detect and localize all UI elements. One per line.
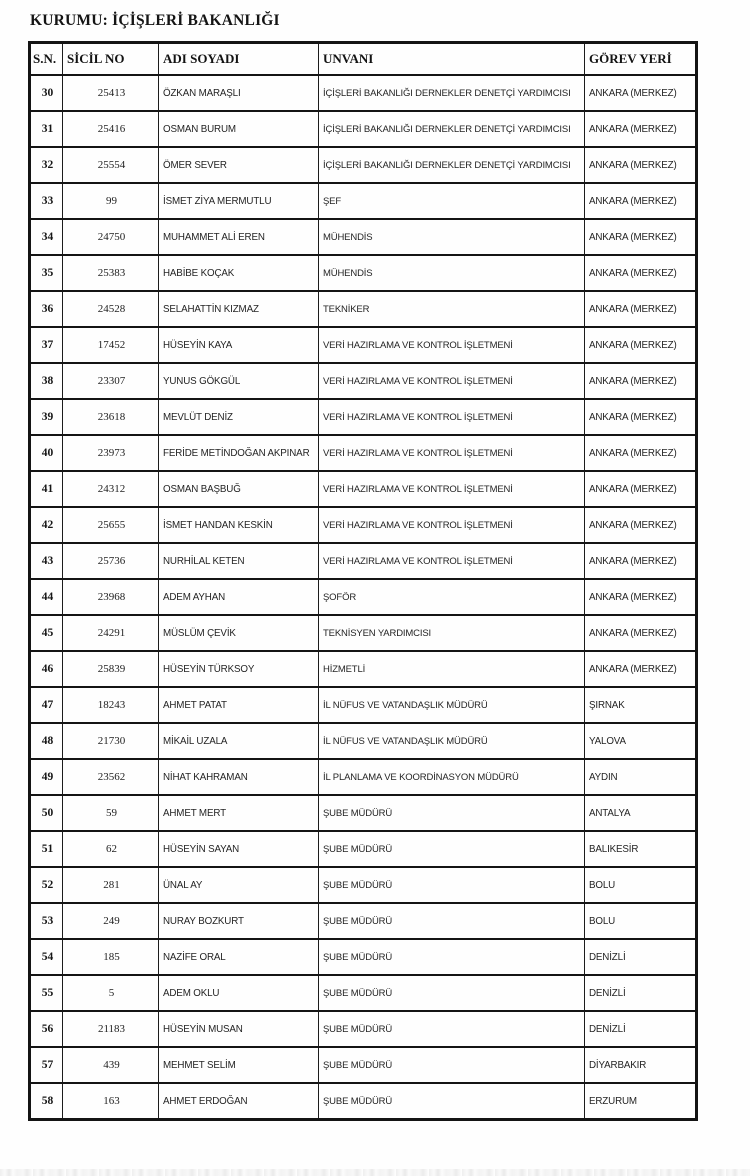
- sn-cell: 33: [30, 183, 63, 219]
- sicil-no-cell: 5: [63, 975, 159, 1011]
- unvani-cell: İL NÜFUS VE VATANDAŞLIK MÜDÜRÜ: [319, 723, 585, 759]
- table-row: [30, 1083, 697, 1120]
- table-row: [30, 75, 697, 111]
- gorev-yeri-cell: AYDIN: [585, 759, 697, 795]
- unvani-cell: ŞUBE MÜDÜRÜ: [319, 867, 585, 903]
- gorev-yeri-cell: BOLU: [585, 903, 697, 939]
- table-row: [30, 975, 697, 1011]
- sn-cell: 36: [30, 291, 63, 327]
- unvani-cell: VERİ HAZIRLAMA VE KONTROL İŞLETMENİ: [319, 399, 585, 435]
- unvani-cell: ŞUBE MÜDÜRÜ: [319, 1047, 585, 1083]
- sn-cell: 32: [30, 147, 63, 183]
- unvani-cell: ŞUBE MÜDÜRÜ: [319, 831, 585, 867]
- gorev-yeri-cell: BOLU: [585, 867, 697, 903]
- unvani-cell: İL PLANLAMA VE KOORDİNASYON MÜDÜRÜ: [319, 759, 585, 795]
- unvani-cell: ŞOFÖR: [319, 579, 585, 615]
- sn-cell: 39: [30, 399, 63, 435]
- table-row: [30, 147, 697, 183]
- table-row: [30, 903, 697, 939]
- gorev-yeri-cell: ANKARA (MERKEZ): [585, 507, 697, 543]
- table-row: [30, 651, 697, 687]
- sicil-no-cell: 59: [63, 795, 159, 831]
- sicil-no-cell: 25839: [63, 651, 159, 687]
- adi-soyadi-cell: ADEM AYHAN: [159, 579, 319, 615]
- sicil-no-cell: 23618: [63, 399, 159, 435]
- unvani-cell: VERİ HAZIRLAMA VE KONTROL İŞLETMENİ: [319, 543, 585, 579]
- document-title: KURUMU: İÇİŞLERİ BAKANLIĞI: [30, 12, 280, 29]
- gorev-yeri-cell: DENİZLİ: [585, 975, 697, 1011]
- header-sicil-no: SİCİL NO: [63, 43, 159, 76]
- table-row: [30, 759, 697, 795]
- sicil-no-cell: 24291: [63, 615, 159, 651]
- sicil-no-cell: 23968: [63, 579, 159, 615]
- table-row: [30, 543, 697, 579]
- gorev-yeri-cell: ERZURUM: [585, 1083, 697, 1120]
- sn-cell: 30: [30, 75, 63, 111]
- sn-cell: 47: [30, 687, 63, 723]
- unvani-cell: ŞUBE MÜDÜRÜ: [319, 903, 585, 939]
- header-unvani: UNVANI: [319, 43, 585, 76]
- sn-cell: 38: [30, 363, 63, 399]
- adi-soyadi-cell: MEVLÜT DENİZ: [159, 399, 319, 435]
- sicil-no-cell: 23973: [63, 435, 159, 471]
- unvani-cell: ŞUBE MÜDÜRÜ: [319, 1083, 585, 1120]
- sicil-no-cell: 24750: [63, 219, 159, 255]
- unvani-cell: VERİ HAZIRLAMA VE KONTROL İŞLETMENİ: [319, 507, 585, 543]
- personnel-table-body: [30, 75, 697, 1120]
- gorev-yeri-cell: ANKARA (MERKEZ): [585, 399, 697, 435]
- table-row: [30, 435, 697, 471]
- adi-soyadi-cell: HÜSEYİN MUSAN: [159, 1011, 319, 1047]
- sn-cell: 44: [30, 579, 63, 615]
- sicil-no-cell: 24528: [63, 291, 159, 327]
- unvani-cell: İL NÜFUS VE VATANDAŞLIK MÜDÜRÜ: [319, 687, 585, 723]
- sn-cell: 51: [30, 831, 63, 867]
- unvani-cell: VERİ HAZIRLAMA VE KONTROL İŞLETMENİ: [319, 363, 585, 399]
- sn-cell: 56: [30, 1011, 63, 1047]
- adi-soyadi-cell: ADEM OKLU: [159, 975, 319, 1011]
- gorev-yeri-cell: DİYARBAKIR: [585, 1047, 697, 1083]
- sicil-no-cell: 25413: [63, 75, 159, 111]
- adi-soyadi-cell: İSMET HANDAN KESKİN: [159, 507, 319, 543]
- sicil-no-cell: 62: [63, 831, 159, 867]
- table-row: [30, 219, 697, 255]
- sn-cell: 34: [30, 219, 63, 255]
- adi-soyadi-cell: YUNUS GÖKGÜL: [159, 363, 319, 399]
- unvani-cell: TEKNİSYEN YARDIMCISI: [319, 615, 585, 651]
- sicil-no-cell: 281: [63, 867, 159, 903]
- unvani-cell: İÇİŞLERİ BAKANLIĞI DERNEKLER DENETÇİ YARDIMCISI: [319, 147, 585, 183]
- adi-soyadi-cell: NİHAT KAHRAMAN: [159, 759, 319, 795]
- adi-soyadi-cell: AHMET ERDOĞAN: [159, 1083, 319, 1120]
- sn-cell: 42: [30, 507, 63, 543]
- adi-soyadi-cell: FERİDE METİNDOĞAN AKPINAR: [159, 435, 319, 471]
- header-adi-soyadi: ADI SOYADI: [159, 43, 319, 76]
- adi-soyadi-cell: ÜNAL AY: [159, 867, 319, 903]
- adi-soyadi-cell: MİKAİL UZALA: [159, 723, 319, 759]
- sn-cell: 41: [30, 471, 63, 507]
- sn-cell: 49: [30, 759, 63, 795]
- gorev-yeri-cell: ANKARA (MERKEZ): [585, 219, 697, 255]
- adi-soyadi-cell: İSMET ZİYA MERMUTLU: [159, 183, 319, 219]
- unvani-cell: ŞUBE MÜDÜRÜ: [319, 939, 585, 975]
- gorev-yeri-cell: BALIKESİR: [585, 831, 697, 867]
- gorev-yeri-cell: ANKARA (MERKEZ): [585, 363, 697, 399]
- sicil-no-cell: 163: [63, 1083, 159, 1120]
- table-row: [30, 327, 697, 363]
- sicil-no-cell: 17452: [63, 327, 159, 363]
- adi-soyadi-cell: AHMET MERT: [159, 795, 319, 831]
- gorev-yeri-cell: DENİZLİ: [585, 1011, 697, 1047]
- header-row: [30, 43, 697, 76]
- adi-soyadi-cell: SELAHATTİN KIZMAZ: [159, 291, 319, 327]
- adi-soyadi-cell: ÖZKAN MARAŞLI: [159, 75, 319, 111]
- gorev-yeri-cell: ANKARA (MERKEZ): [585, 651, 697, 687]
- sn-cell: 54: [30, 939, 63, 975]
- sn-cell: 37: [30, 327, 63, 363]
- unvani-cell: TEKNİKER: [319, 291, 585, 327]
- unvani-cell: ŞEF: [319, 183, 585, 219]
- sn-cell: 50: [30, 795, 63, 831]
- adi-soyadi-cell: ÖMER SEVER: [159, 147, 319, 183]
- table-row: [30, 615, 697, 651]
- adi-soyadi-cell: MEHMET SELİM: [159, 1047, 319, 1083]
- table-row: [30, 1047, 697, 1083]
- unvani-cell: ŞUBE MÜDÜRÜ: [319, 975, 585, 1011]
- sn-cell: 57: [30, 1047, 63, 1083]
- sicil-no-cell: 185: [63, 939, 159, 975]
- unvani-cell: MÜHENDİS: [319, 219, 585, 255]
- adi-soyadi-cell: MUHAMMET ALİ EREN: [159, 219, 319, 255]
- table-row: [30, 291, 697, 327]
- sicil-no-cell: 18243: [63, 687, 159, 723]
- unvani-cell: HİZMETLİ: [319, 651, 585, 687]
- unvani-cell: VERİ HAZIRLAMA VE KONTROL İŞLETMENİ: [319, 327, 585, 363]
- sicil-no-cell: 25383: [63, 255, 159, 291]
- adi-soyadi-cell: MÜSLÜM ÇEVİK: [159, 615, 319, 651]
- gorev-yeri-cell: ŞIRNAK: [585, 687, 697, 723]
- table-row: [30, 111, 697, 147]
- table-row: [30, 831, 697, 867]
- unvani-cell: MÜHENDİS: [319, 255, 585, 291]
- table-row: [30, 255, 697, 291]
- sn-cell: 52: [30, 867, 63, 903]
- table-row: [30, 399, 697, 435]
- sn-cell: 48: [30, 723, 63, 759]
- sn-cell: 46: [30, 651, 63, 687]
- gorev-yeri-cell: ANTALYA: [585, 795, 697, 831]
- sn-cell: 55: [30, 975, 63, 1011]
- sn-cell: 43: [30, 543, 63, 579]
- sicil-no-cell: 249: [63, 903, 159, 939]
- table-row: [30, 939, 697, 975]
- sicil-no-cell: 25416: [63, 111, 159, 147]
- sn-cell: 58: [30, 1083, 63, 1120]
- sn-cell: 53: [30, 903, 63, 939]
- adi-soyadi-cell: HÜSEYİN KAYA: [159, 327, 319, 363]
- header-gorev-yeri: GÖREV YERİ: [585, 43, 697, 76]
- gorev-yeri-cell: ANKARA (MERKEZ): [585, 615, 697, 651]
- adi-soyadi-cell: HÜSEYİN TÜRKSOY: [159, 651, 319, 687]
- table-row: [30, 579, 697, 615]
- table-row: [30, 363, 697, 399]
- gorev-yeri-cell: ANKARA (MERKEZ): [585, 471, 697, 507]
- gorev-yeri-cell: ANKARA (MERKEZ): [585, 327, 697, 363]
- sicil-no-cell: 23562: [63, 759, 159, 795]
- unvani-cell: ŞUBE MÜDÜRÜ: [319, 795, 585, 831]
- adi-soyadi-cell: OSMAN BAŞBUĞ: [159, 471, 319, 507]
- personnel-table-header: [30, 43, 697, 76]
- adi-soyadi-cell: NURHİLAL KETEN: [159, 543, 319, 579]
- scanner-edge-noise: [0, 1169, 750, 1176]
- table-row: [30, 183, 697, 219]
- sicil-no-cell: 439: [63, 1047, 159, 1083]
- table-row: [30, 795, 697, 831]
- sicil-no-cell: 25655: [63, 507, 159, 543]
- gorev-yeri-cell: ANKARA (MERKEZ): [585, 435, 697, 471]
- sicil-no-cell: 21183: [63, 1011, 159, 1047]
- gorev-yeri-cell: ANKARA (MERKEZ): [585, 543, 697, 579]
- sicil-no-cell: 25554: [63, 147, 159, 183]
- sn-cell: 31: [30, 111, 63, 147]
- sicil-no-cell: 99: [63, 183, 159, 219]
- gorev-yeri-cell: ANKARA (MERKEZ): [585, 147, 697, 183]
- unvani-cell: İÇİŞLERİ BAKANLIĞI DERNEKLER DENETÇİ YARDIMCISI: [319, 75, 585, 111]
- adi-soyadi-cell: NURAY BOZKURT: [159, 903, 319, 939]
- table-row: [30, 723, 697, 759]
- table-row: [30, 687, 697, 723]
- gorev-yeri-cell: DENİZLİ: [585, 939, 697, 975]
- gorev-yeri-cell: YALOVA: [585, 723, 697, 759]
- sn-cell: 45: [30, 615, 63, 651]
- table-row: [30, 1011, 697, 1047]
- gorev-yeri-cell: ANKARA (MERKEZ): [585, 255, 697, 291]
- header-sn: S.N.: [30, 43, 63, 76]
- sn-cell: 40: [30, 435, 63, 471]
- sicil-no-cell: 21730: [63, 723, 159, 759]
- gorev-yeri-cell: ANKARA (MERKEZ): [585, 291, 697, 327]
- unvani-cell: VERİ HAZIRLAMA VE KONTROL İŞLETMENİ: [319, 471, 585, 507]
- gorev-yeri-cell: ANKARA (MERKEZ): [585, 183, 697, 219]
- gorev-yeri-cell: ANKARA (MERKEZ): [585, 579, 697, 615]
- unvani-cell: ŞUBE MÜDÜRÜ: [319, 1011, 585, 1047]
- adi-soyadi-cell: HABİBE KOÇAK: [159, 255, 319, 291]
- personnel-table: [28, 41, 698, 1121]
- adi-soyadi-cell: OSMAN BURUM: [159, 111, 319, 147]
- gorev-yeri-cell: ANKARA (MERKEZ): [585, 75, 697, 111]
- unvani-cell: VERİ HAZIRLAMA VE KONTROL İŞLETMENİ: [319, 435, 585, 471]
- table-row: [30, 507, 697, 543]
- table-row: [30, 471, 697, 507]
- unvani-cell: İÇİŞLERİ BAKANLIĞI DERNEKLER DENETÇİ YARDIMCISI: [319, 111, 585, 147]
- table-row: [30, 867, 697, 903]
- sicil-no-cell: 23307: [63, 363, 159, 399]
- adi-soyadi-cell: AHMET PATAT: [159, 687, 319, 723]
- sn-cell: 35: [30, 255, 63, 291]
- adi-soyadi-cell: NAZİFE ORAL: [159, 939, 319, 975]
- sicil-no-cell: 24312: [63, 471, 159, 507]
- adi-soyadi-cell: HÜSEYİN SAYAN: [159, 831, 319, 867]
- sicil-no-cell: 25736: [63, 543, 159, 579]
- gorev-yeri-cell: ANKARA (MERKEZ): [585, 111, 697, 147]
